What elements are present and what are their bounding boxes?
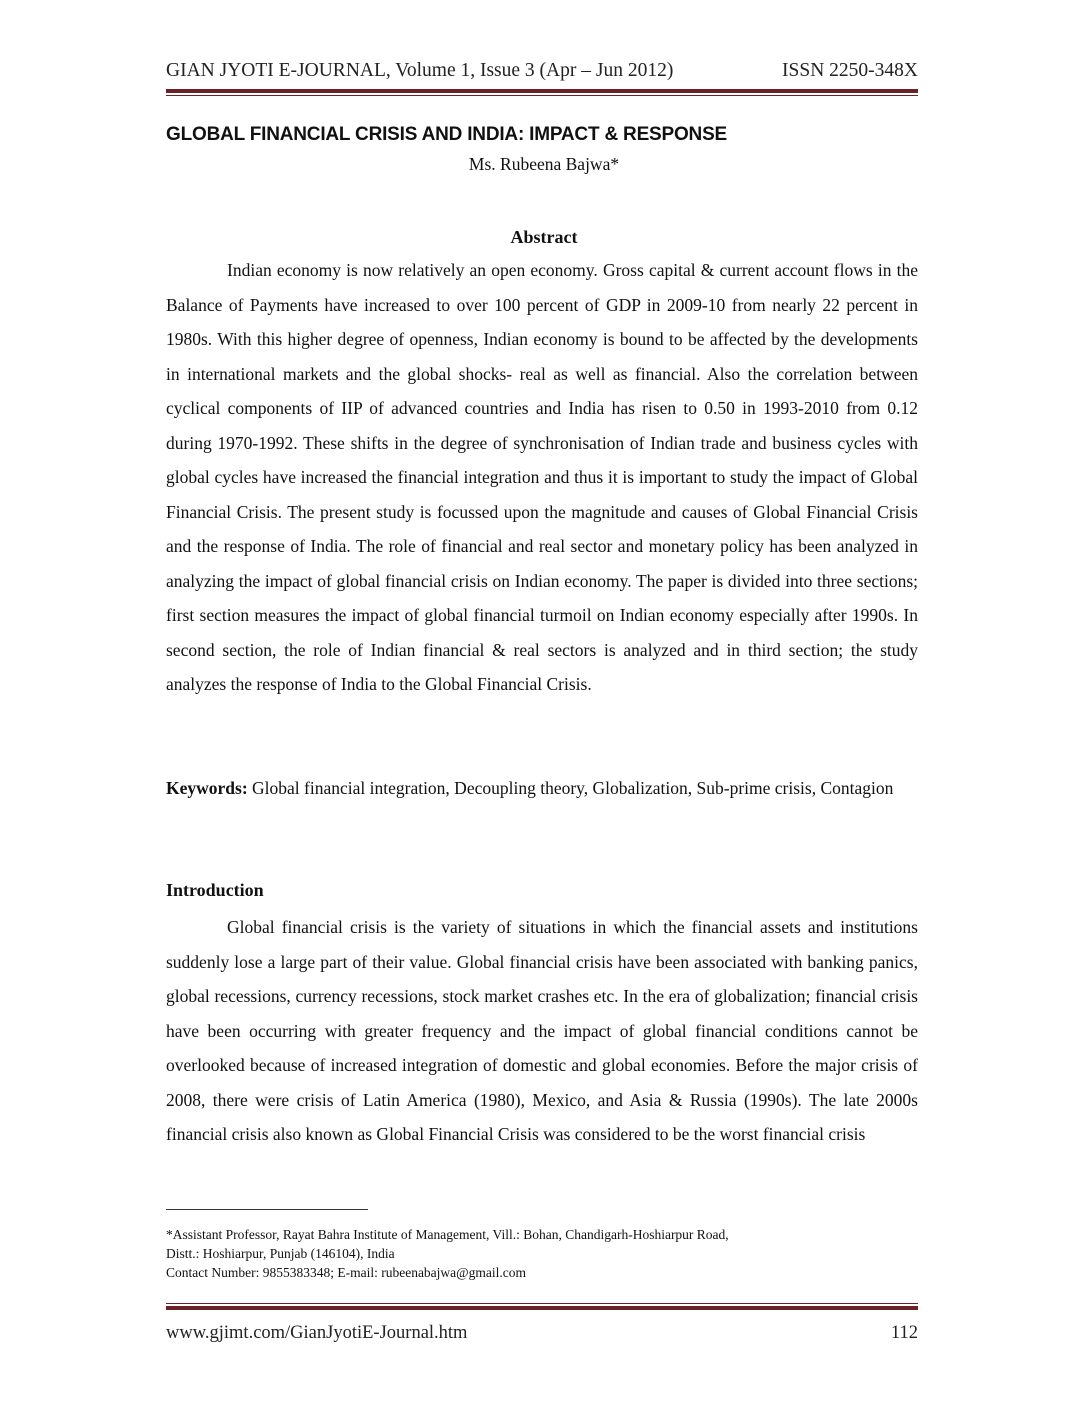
keywords-list: Global financial integration, Decoupling theory, Globalization, Sub-prime crisis, Contagion — [247, 778, 894, 798]
keywords-label: Keywords: — [166, 778, 248, 798]
page-number: 112 — [890, 1323, 918, 1343]
author-name: Ms. Rubeena Bajwa* — [468, 154, 620, 174]
journal-citation: GIAN JYOTI E-JOURNAL, Volume 1, Issue 3 (Apr – Jun 2012) — [166, 60, 674, 81]
paper-title: GLOBAL FINANCIAL CRISIS AND INDIA: IMPACT & RESPONSE — [166, 124, 728, 145]
introduction-heading: Introduction — [166, 880, 264, 900]
footnote-affiliation: *Assistant Professor, Rayat Bahra Institute of Management, Vill.: Bohan, Chandigarh-Hoshiarpur Road, — [166, 1227, 729, 1242]
author-footnote — [166, 1225, 918, 1282]
keywords — [166, 771, 918, 806]
footnote-separator — [166, 1209, 368, 1210]
abstract-heading: Abstract — [510, 227, 578, 247]
introduction-text: Global financial crisis is the variety of situations in which the financial assets and institutions suddenly lose a large part of their value. Global financial crisis have been associated with banking panics, global recessions, currency recessions, stock market crashes etc. In the era of globalization; financial crisis have been occurring with greater frequency and the impact of global financial conditions cannot be overlooked because of increased integration of domestic and global economies. Before the major crisis of 2008, there were crisis of Latin America (1980), Mexico, and Asia & Russia (1990s). The late 2000s financial crisis also known as Global Financial Crisis was considered to be the worst financial crisis — [166, 917, 918, 1144]
header-rule-thick — [166, 89, 918, 93]
footer-rule-thick — [166, 1306, 918, 1310]
footnote-contact: Contact Number: 9855383348; E-mail: rubeenabajwa@gmail.com — [166, 1265, 526, 1280]
abstract-text: Indian economy is now relatively an open economy. Gross capital & current account flows in the Balance of Payments have increased to over 100 percent of GDP in 2009-10 from nearly 22 percent in 1980s. With this higher degree of openness, Indian economy is bound to be affected by the developments in international markets and the global shocks- real as well as financial. Also the correlation between cyclical components of IIP of advanced countries and India has risen to 0.50 in 1993-2010 from 0.12 during 1970-1992. These shifts in the degree of synchronisation of Indian trade and business cycles with global cycles have increased the financial integration and thus it is important to study the impact of Global Financial Crisis. The present study is focussed upon the magnitude and causes of Global Financial Crisis and the response of India. The role of financial and real sector and monetary policy has been analyzed in analyzing the impact of global financial crisis on Indian economy. The paper is divided into three sections; first section measures the impact of global financial turmoil on Indian economy especially after 1990s. In second section, the role of Indian financial & real sectors is analyzed and in third section; the study analyzes the response of India to the Global Financial Crisis. — [166, 260, 918, 694]
footer-rule-thin — [166, 1303, 918, 1304]
journal-url[interactable]: www.gjimt.com/GianJyotiE-Journal.htm — [166, 1323, 468, 1343]
header-rule-thin — [166, 95, 918, 96]
footnote-address: Distt.: Hoshiarpur, Punjab (146104), India — [166, 1246, 395, 1261]
issn-number: ISSN 2250-348X — [782, 60, 918, 81]
